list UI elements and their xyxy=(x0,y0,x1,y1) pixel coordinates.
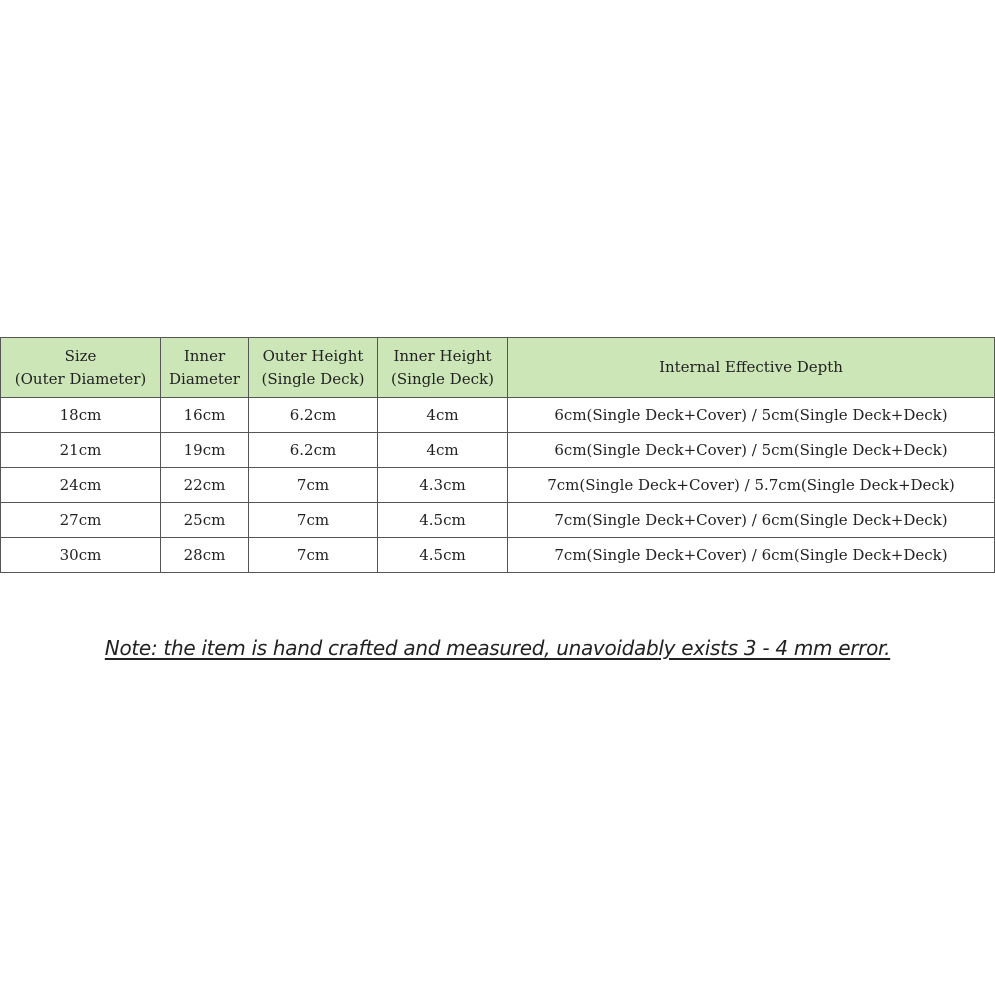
header-inner-height-line1: Inner Height xyxy=(393,346,492,365)
cell-inner-height: 4.5cm xyxy=(378,538,508,573)
header-inner-diameter-line2: Diameter xyxy=(169,369,240,388)
cell-outer-height: 7cm xyxy=(249,503,378,538)
size-spec-table xyxy=(0,337,995,573)
table-row xyxy=(1,433,995,468)
table-row xyxy=(1,468,995,503)
header-outer-height xyxy=(249,338,378,398)
measurement-note: Note: the item is hand crafted and measured, unavoidably exists 3 - 4 mm error. xyxy=(104,636,891,660)
header-size-line1: Size xyxy=(64,346,97,365)
cell-effective-depth: 6cm(Single Deck+Cover) / 5cm(Single Deck+Deck) xyxy=(508,398,995,433)
cell-effective-depth: 7cm(Single Deck+Cover) / 6cm(Single Deck+Deck) xyxy=(508,538,995,573)
cell-effective-depth: 7cm(Single Deck+Cover) / 6cm(Single Deck+Deck) xyxy=(508,503,995,538)
cell-inner-diameter: 25cm xyxy=(161,503,249,538)
header-size-line2: (Outer Diameter) xyxy=(14,369,147,388)
cell-size: 27cm xyxy=(1,503,161,538)
cell-inner-height: 4.3cm xyxy=(378,468,508,503)
cell-inner-height: 4cm xyxy=(378,433,508,468)
table-header-row xyxy=(1,338,995,398)
cell-inner-height: 4.5cm xyxy=(378,503,508,538)
cell-size: 18cm xyxy=(1,398,161,433)
table-row xyxy=(1,398,995,433)
cell-size: 21cm xyxy=(1,433,161,468)
cell-effective-depth: 7cm(Single Deck+Cover) / 5.7cm(Single Deck+Deck) xyxy=(508,468,995,503)
header-inner-diameter xyxy=(161,338,249,398)
cell-outer-height: 7cm xyxy=(249,468,378,503)
header-inner-height xyxy=(378,338,508,398)
cell-inner-diameter: 28cm xyxy=(161,538,249,573)
cell-inner-diameter: 22cm xyxy=(161,468,249,503)
header-effective-depth xyxy=(508,338,995,398)
header-outer-height-line2: (Single Deck) xyxy=(261,369,365,388)
cell-inner-diameter: 19cm xyxy=(161,433,249,468)
cell-inner-diameter: 16cm xyxy=(161,398,249,433)
header-outer-height-line1: Outer Height xyxy=(262,346,364,365)
header-inner-height-line2: (Single Deck) xyxy=(391,369,494,388)
cell-outer-height: 6.2cm xyxy=(249,398,378,433)
header-inner-diameter-line1: Inner xyxy=(183,346,226,365)
cell-inner-height: 4cm xyxy=(378,398,508,433)
header-size xyxy=(1,338,161,398)
cell-outer-height: 6.2cm xyxy=(249,433,378,468)
cell-size: 30cm xyxy=(1,538,161,573)
table-row xyxy=(1,503,995,538)
cell-effective-depth: 6cm(Single Deck+Cover) / 5cm(Single Deck+Deck) xyxy=(508,433,995,468)
cell-outer-height: 7cm xyxy=(249,538,378,573)
header-effective-depth-line1: Internal Effective Depth xyxy=(659,358,843,376)
cell-size: 24cm xyxy=(1,468,161,503)
table-row xyxy=(1,538,995,573)
